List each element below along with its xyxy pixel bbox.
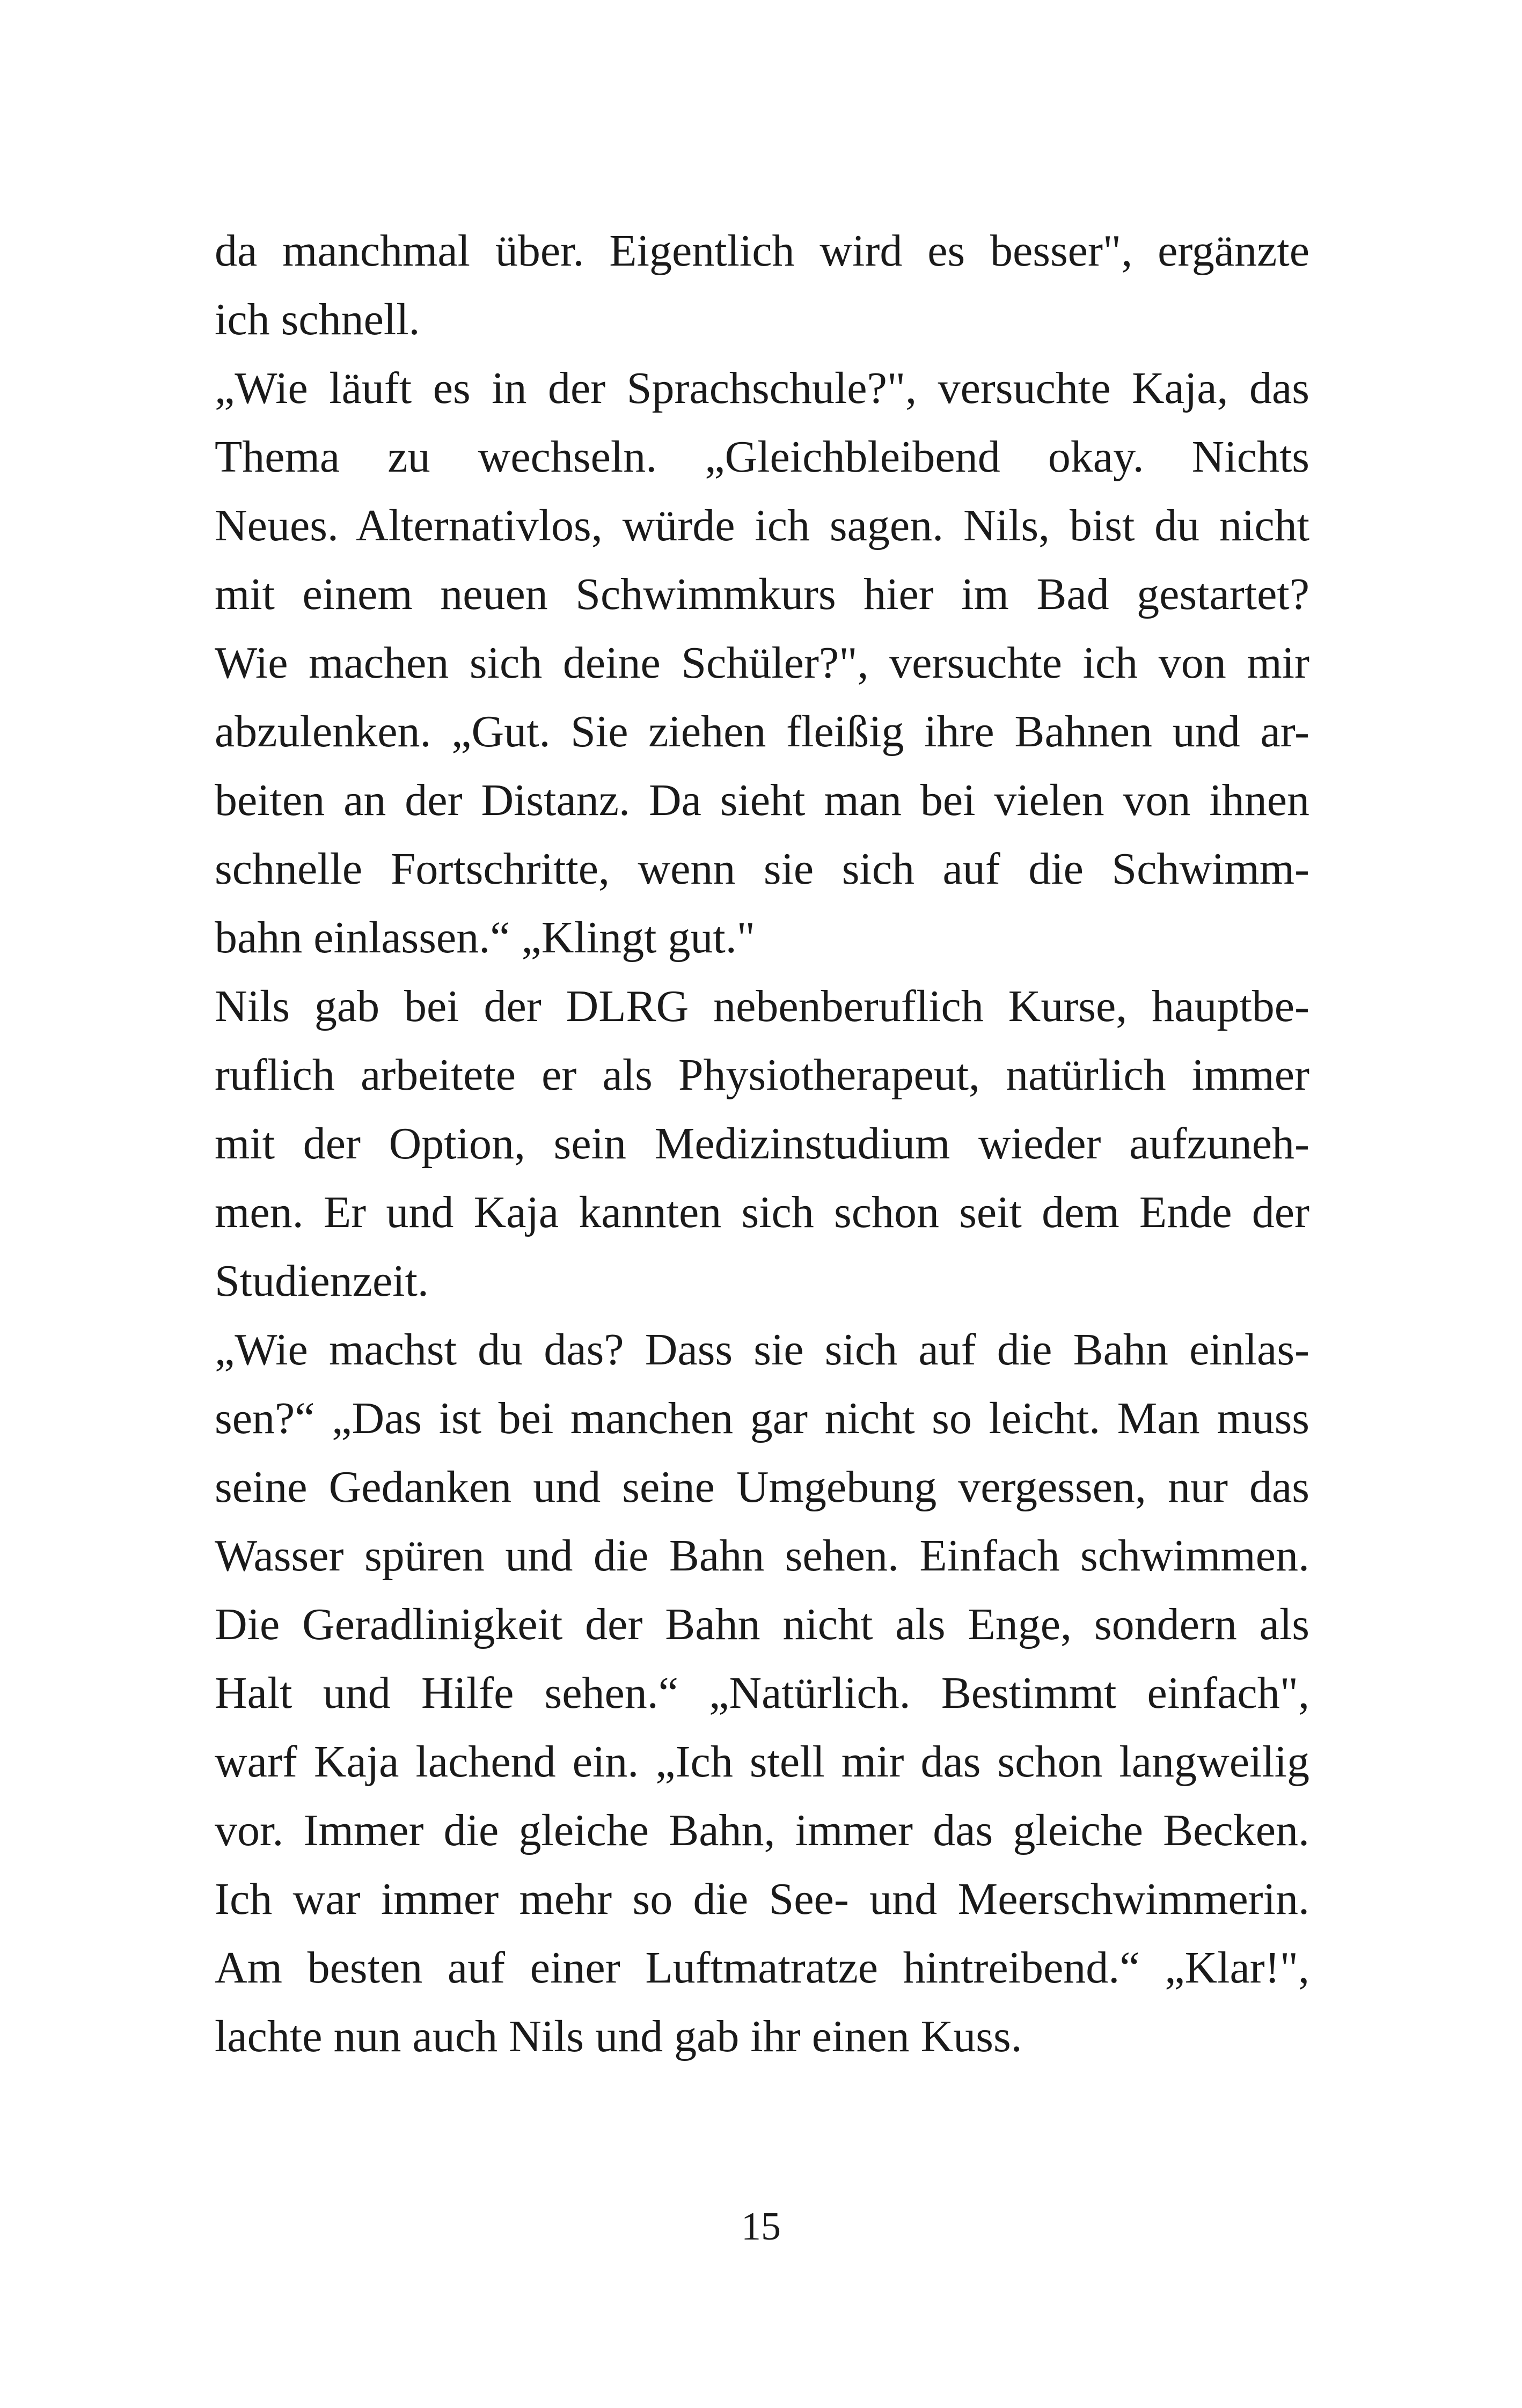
text-line: Wie machen sich deine Schüler?", versuchte ich von mir	[215, 638, 1309, 688]
text-line: „Wie läuft es in der Sprachschule?", versuchte Kaja, das	[215, 363, 1309, 413]
text-line: schnelle Fortschritte, wenn sie sich auf die Schwimm-	[215, 844, 1309, 894]
text-line: seine Gedanken und seine Umgebung vergessen, nur das	[215, 1462, 1309, 1512]
text-line: mit der Option, sein Medizinstudium wieder aufzuneh-	[215, 1119, 1309, 1169]
text-line: Wasser spüren und die Bahn sehen. Einfach schwimmen.	[215, 1531, 1309, 1581]
text-line: men. Er und Kaja kannten sich schon seit dem Ende der	[215, 1187, 1309, 1237]
text-line: sen?“ „Das ist bei manchen gar nicht so leicht. Man muss	[215, 1393, 1309, 1443]
text-line: Ich war immer mehr so die See- und Meerschwimmerin.	[215, 1874, 1309, 1924]
body-text	[215, 217, 1309, 2071]
text-line: Halt und Hilfe sehen.“ „Natürlich. Bestimmt einfach",	[215, 1668, 1309, 1718]
text-line: „Wie machst du das? Dass sie sich auf die Bahn einlas-	[215, 1325, 1309, 1375]
text-line: da manchmal über. Eigentlich wird es besser", ergänzte	[215, 226, 1309, 276]
text-line: Thema zu wechseln. „Gleichbleibend okay. Nichts	[215, 432, 1309, 482]
text-line: lachte nun auch Nils und gab ihr einen Kuss.	[215, 2011, 1022, 2061]
text-line: bahn einlassen.“ „Klingt gut."	[215, 913, 756, 963]
text-line: Die Geradlinigkeit der Bahn nicht als Enge, sondern als	[215, 1599, 1309, 1649]
text-line: abzulenken. „Gut. Sie ziehen fleißig ihre Bahnen und ar-	[215, 707, 1309, 757]
text-line: vor. Immer die gleiche Bahn, immer das gleiche Becken.	[215, 1805, 1309, 1855]
text-line: Neues. Alternativlos, würde ich sagen. Nils, bist du nicht	[215, 501, 1309, 550]
text-line: ich schnell.	[215, 295, 420, 344]
text-line: warf Kaja lachend ein. „Ich stell mir das schon langweilig	[215, 1737, 1309, 1787]
text-line: Studienzeit.	[215, 1256, 429, 1306]
text-line: mit einem neuen Schwimmkurs hier im Bad gestartet?	[215, 569, 1309, 619]
text-line: Nils gab bei der DLRG nebenberuflich Kurse, hauptbe-	[215, 981, 1309, 1031]
text-line: Am besten auf einer Luftmatratze hintreibend.“ „Klar!",	[215, 1943, 1309, 1993]
text-line: ruflich arbeitete er als Physiotherapeut, natürlich immer	[215, 1050, 1309, 1100]
page-number: 15	[741, 2205, 781, 2249]
text-line: beiten an der Distanz. Da sieht man bei vielen von ihnen	[215, 775, 1309, 825]
